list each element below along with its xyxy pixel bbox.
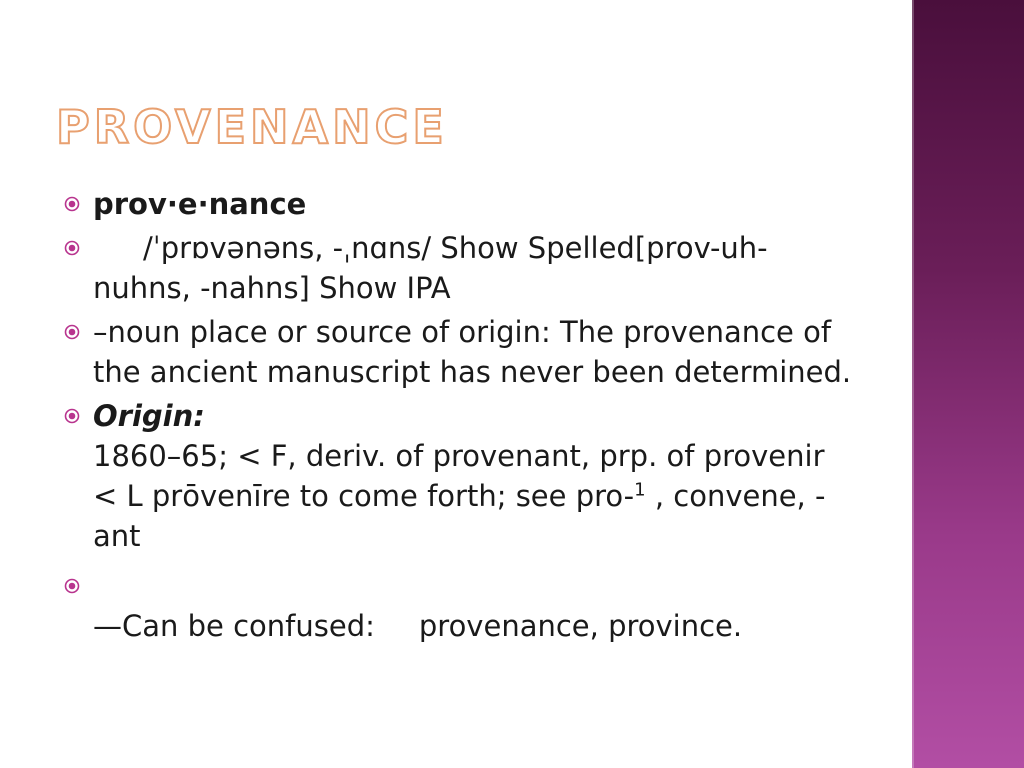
- slide-title: PROVENANCE: [56, 100, 448, 154]
- confused-line: [93, 606, 852, 646]
- target-bullet-icon: [64, 196, 80, 212]
- decorative-sidebar: [912, 0, 1024, 768]
- target-bullet-icon: [64, 578, 80, 594]
- origin-text: [93, 436, 852, 556]
- slide-content: [62, 184, 852, 650]
- empty-line: [93, 566, 852, 606]
- bullet-item: [62, 228, 852, 308]
- confused-words: provenance, province.: [418, 609, 743, 643]
- bullet-item: [62, 566, 852, 646]
- target-bullet-icon: [64, 240, 80, 256]
- headword: prov·e·nance: [93, 187, 307, 221]
- sidebar-edge: [912, 0, 914, 768]
- confused-label: —Can be confused:: [93, 609, 375, 643]
- bullet-item: [62, 396, 852, 556]
- origin-line-end: , convene, -ant: [93, 479, 826, 553]
- definition-text: –noun place or source of origin: The provenance of the ancient manuscript has never been determined.: [93, 315, 852, 389]
- bullet-item: [62, 184, 852, 224]
- pronunciation-text: /ˈprɒvənəns, -ˌnɑns/ Show Spelled[prov-uh-nuhns, -nahns] Show IPA: [93, 231, 768, 305]
- target-bullet-icon: [64, 408, 80, 424]
- origin-label: Origin:: [93, 399, 205, 433]
- bullet-item: [62, 312, 852, 392]
- origin-line: 1860–65; < F, deriv. of provenant, prp. of provenir < L prōvenīre to come forth; see pro-: [93, 439, 825, 513]
- target-bullet-icon: [64, 324, 80, 340]
- superscript-number: 1: [634, 479, 646, 501]
